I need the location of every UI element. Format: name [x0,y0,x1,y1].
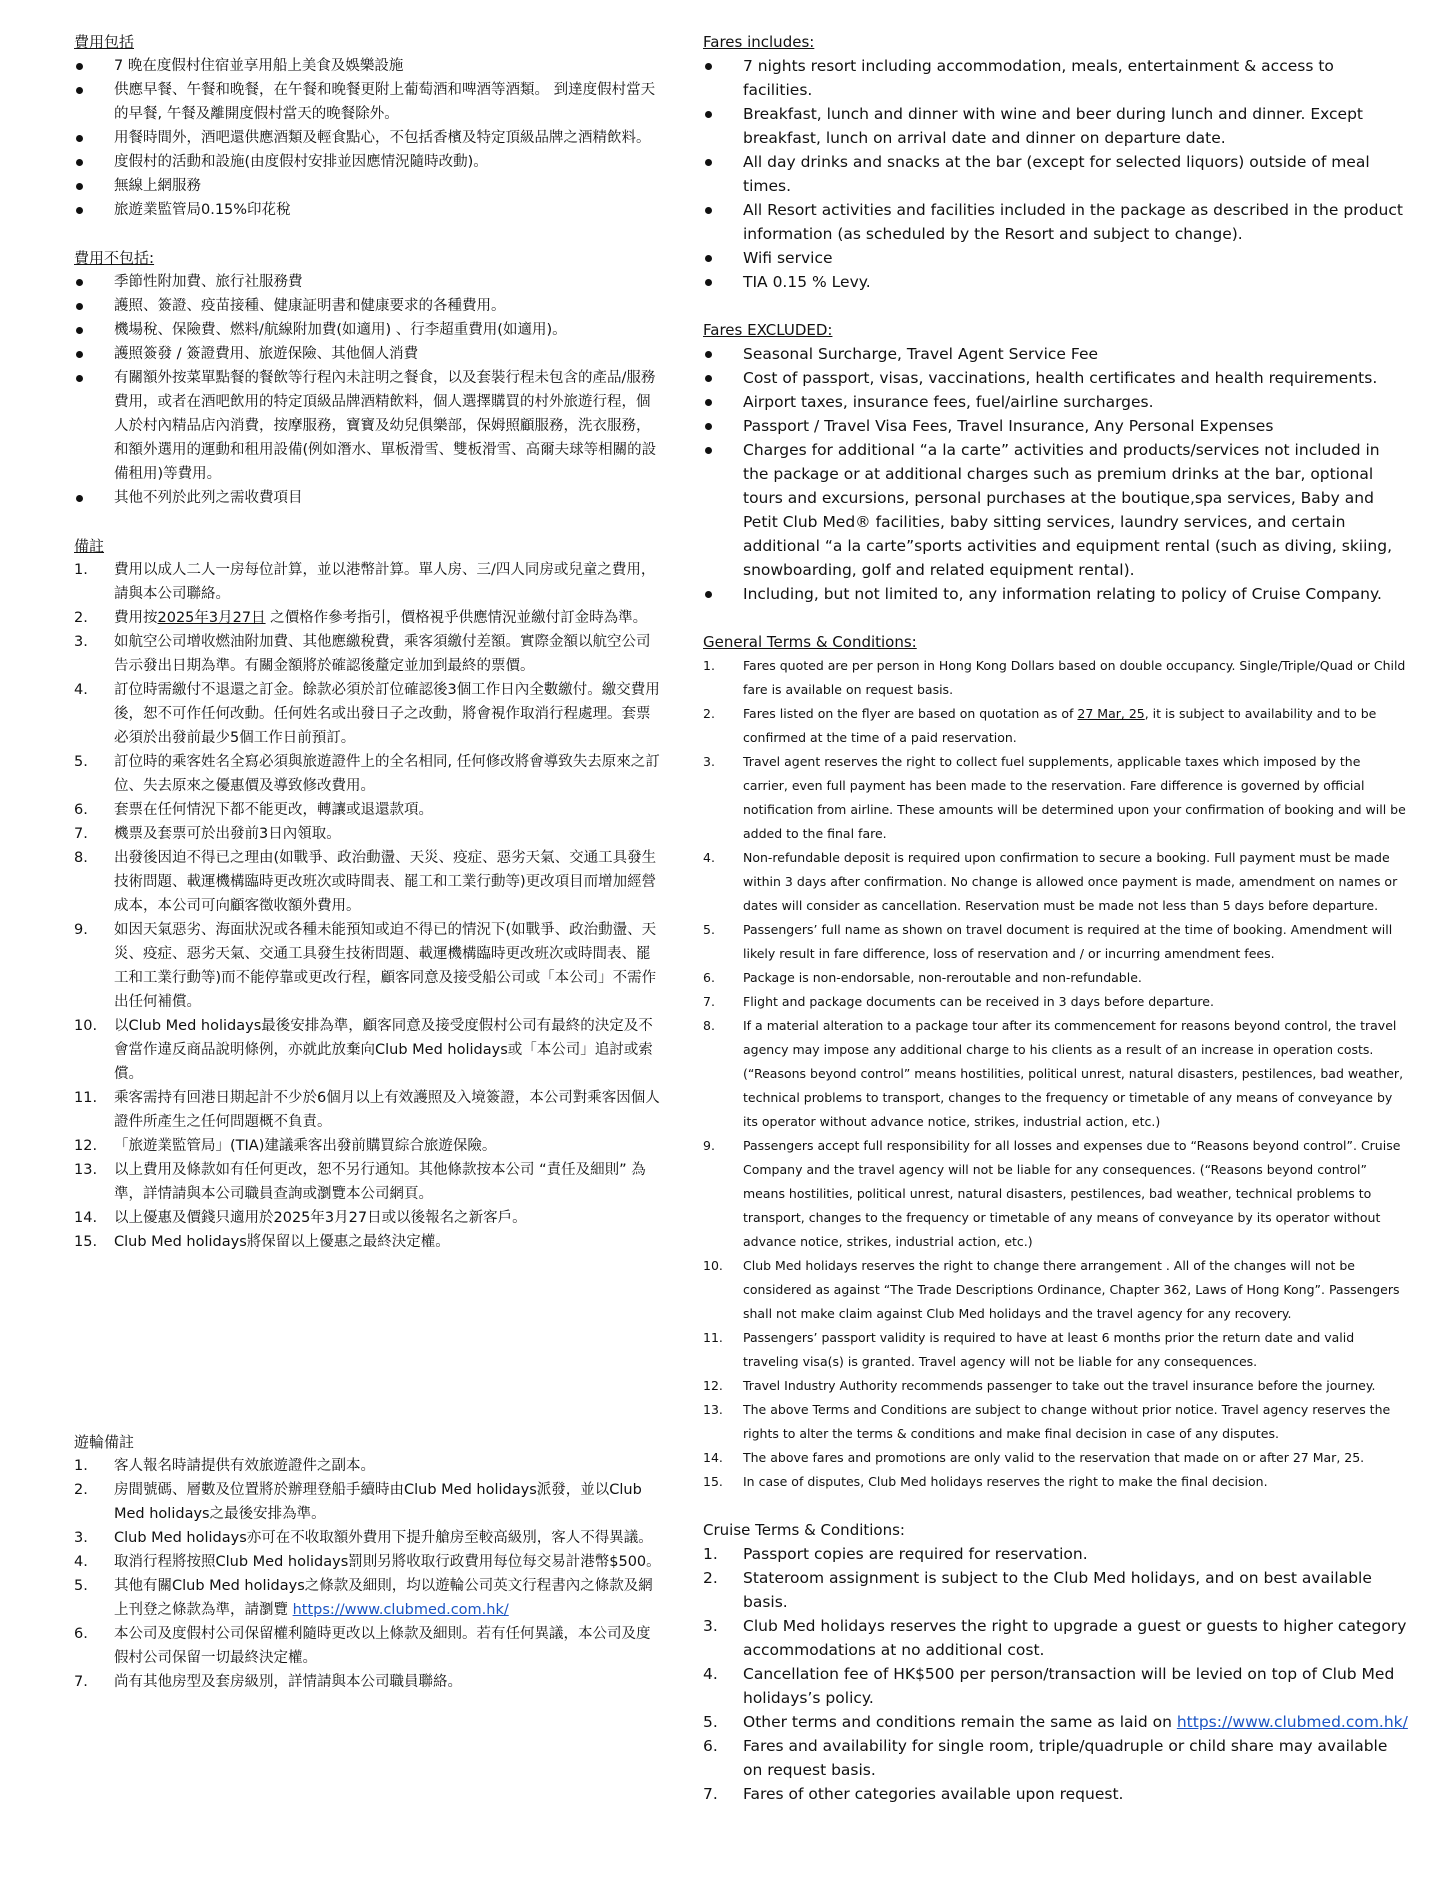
item-number: 1. [74,562,88,578]
item-number: 1. [703,658,715,673]
numbered-item [703,1710,1408,1734]
list-item [74,294,664,318]
bullet-icon [76,279,83,286]
item-text: 客人報名時請提供有效旅遊證件之副本。 [114,1458,375,1474]
item-text: 本公司及度假村公司保留權利隨時更改以上條款及細則。若有任何異議，本公司及度假村公司保留一切最終決定權。 [114,1626,651,1666]
item-number: 13. [74,1162,98,1178]
item-number: 15. [703,1474,723,1489]
numbered-item [74,1622,664,1670]
item-text: 出發後因迫不得已之理由(如戰爭、政治動盪、天災、疫症、惡劣天氣、交通工具發生技術問題、載運機構臨時更改班次或時間表、罷工和工業行動等)更改項目而增加經營成本，本公司可向顧客徵收額外費用。 [114,850,657,914]
item-number: 6. [74,802,88,818]
item-text: 房間號碼、層數及位置將於辦理登船手續時由Club Med holidays派發，並以Club Med holidays之最後安排為準。 [114,1482,642,1522]
numbered-item [74,1206,664,1230]
zh-cruise-list [74,1454,664,1694]
numbered-item [74,606,664,630]
numbered-item [703,750,1408,846]
numbered-item [74,1574,664,1622]
item-number: 4. [74,682,88,698]
list-item-text: 護照、簽證、疫苗接種、健康証明書和健康要求的各種費用。 [114,298,506,314]
item-text: Fares of other categories available upon request. [743,1785,1124,1803]
bullet-icon [76,207,83,214]
zh-notes-list [74,558,664,1254]
item-text: 取消行程將按照Club Med holidays罰則另將收取行政費用每位每交易計港幣$500。 [114,1554,661,1570]
item-text: In case of disputes, Club Med holidays reserves the right to make the final decision. [743,1474,1268,1489]
zh-notes-title: 備註 [74,537,105,555]
item-number: 14. [74,1210,98,1226]
en-terms-title: General Terms & Conditions: [703,633,917,651]
numbered-item [703,1470,1408,1494]
numbered-item [74,678,664,750]
item-number: 1. [74,1458,88,1474]
zh-cruise-section [74,1430,664,1694]
numbered-item [703,1326,1408,1374]
list-item [703,390,1408,414]
numbered-item [74,1014,664,1086]
item-text: 之價格作參考指引，價格視乎供應情況並繳付訂金時為準。 [265,610,648,626]
list-item-text: 有關額外按菜單點餐的餐飲等行程內未註明之餐食，以及套裝行程未包含的產品/服務費用，或者在酒吧飲用的特定頂級品牌酒精飲料，個人選擇購買的村外旅遊行程，個人於村內精品店內消費，按摩服務，寶寶及幼兒俱樂部，保姆照顧服務，洗衣服務，和額外選用的運動和租用設備(例如潛水、單板滑雪、雙板滑雪、高爾夫球等相關的設備租用)等費用。 [114,370,657,482]
list-item-text: 度假村的活動和設施(由度假村安排並因應情況隨時改動)。 [114,154,488,170]
list-item [74,270,664,294]
item-text: Other terms and conditions remain the same as laid on [743,1713,1177,1731]
item-number: 2. [703,1569,718,1587]
item-number: 7. [703,994,715,1009]
list-item-text: 護照簽發 / 簽證費用、旅遊保險、其他個人消費 [114,346,419,362]
item-text: 套票在任何情況下都不能更改，轉讓或退還款項。 [114,802,433,818]
item-text: Passengers’ passport validity is required to have at least 6 months prior the return date and valid traveling visa(s) is granted. Travel agency will not be liable for any consequences. [743,1330,1355,1369]
chinese-column [74,30,664,1694]
list-item [703,438,1408,582]
item-number: 12. [74,1138,98,1154]
list-item-text: All Resort activities and facilities included in the package as described in the product information (as scheduled by the Resort and subject to change). [743,201,1403,243]
list-item [74,318,664,342]
numbered-item [703,1398,1408,1446]
item-number: 15. [74,1234,98,1250]
en-cruise-section [703,1518,1408,1806]
list-item-text: 旅遊業監管局0.15%印花稅 [114,202,291,218]
item-text: The above fares and promotions are only valid to the reservation that made on or after 27 Mar, 25. [743,1450,1365,1465]
list-item [703,366,1408,390]
list-item-text: 無線上網服務 [114,178,201,194]
item-text: 「旅遊業監管局」(TIA)建議乘客出發前購買綜合旅遊保險。 [114,1138,497,1154]
bullet-icon [705,63,712,70]
en-terms-list [703,654,1408,1494]
list-item-text: Cost of passport, visas, vaccinations, health certificates and health requirements. [743,369,1378,387]
item-text: Fares quoted are per person in Hong Kong Dollars based on double occupancy. Single/Triple/Quad or Child fare is available on request basis. [743,658,1406,697]
numbered-item [74,750,664,798]
list-item [74,486,664,510]
item-number: 10. [74,1018,98,1034]
list-item [74,174,664,198]
numbered-item [74,1230,664,1254]
item-text: 如因天氣惡劣、海面狀況或各種未能預知或迫不得已的情況下(如戰爭、政治動盪、天災、疫症、惡劣天氣、交通工具發生技術問題、載運機構臨時更改班次或時間表、罷工和工業行動等)而不能停靠或更改行程，顧客同意及接受船公司或「本公司」不需作出任何補償。 [114,922,657,1010]
item-number: 3. [74,634,88,650]
zh-cruise-title: 遊輪備註 [74,1433,135,1451]
bullet-icon [705,255,712,262]
numbered-item [74,1158,664,1206]
en-includes-list [703,54,1408,294]
numbered-item [703,1662,1408,1710]
list-item [74,54,664,78]
zh-includes-section [74,30,664,222]
item-text: Travel agent reserves the right to collect fuel supplements, applicable taxes which imposed by the carrier, even full payment has been made to the reservation. Fare difference is governed by official notification from airline. These amounts will be determined upon your confirmation of booking and will be added to the final fare. [743,754,1406,841]
item-number: 7. [74,1674,88,1690]
item-text: Club Med holidays reserves the right to change there arrangement . All of the changes will not be considered as against “The Trade Descriptions Ordinance, Chapter 362, Laws of Hong Kong”. Passengers shall not make claim against Club Med holidays and the travel agency for any recovery. [743,1258,1400,1321]
bullet-icon [76,303,83,310]
numbered-item [703,1014,1408,1134]
numbered-item [74,1086,664,1134]
bullet-icon [705,423,712,430]
bullet-icon [705,279,712,286]
bullet-icon [705,159,712,166]
bullet-icon [76,63,83,70]
list-item [74,342,664,366]
numbered-item [74,822,664,846]
item-text: 乘客需持有回港日期起計不少於6個月以上有效護照及入境簽證，本公司對乘客因個人證件所產生之任何問題概不負責。 [114,1090,660,1130]
list-item-text: Passport / Travel Visa Fees, Travel Insurance, Any Personal Expenses [743,417,1274,435]
en-excludes-list [703,342,1408,606]
bullet-icon [76,375,83,382]
item-text: Club Med holidays將保留以上優惠之最終決定權。 [114,1234,450,1250]
list-item [703,414,1408,438]
bullet-icon [705,351,712,358]
list-item [74,78,664,126]
english-column [703,30,1408,1806]
zh-excludes-section [74,246,664,510]
item-number: 3. [74,1530,88,1546]
item-number: 6. [74,1626,88,1642]
en-includes-section [703,30,1408,294]
clubmed-link[interactable]: https://www.clubmed.com.hk/ [1176,1713,1408,1731]
numbered-item [703,702,1408,750]
item-text: 機票及套票可於出發前3日內領取。 [114,826,341,842]
numbered-item [74,1454,664,1478]
item-text: Flight and package documents can be received in 3 days before departure. [743,994,1214,1009]
numbered-item [703,654,1408,702]
item-number: 5. [74,754,88,770]
list-item-text: 機場稅、保險費、燃料/航線附加費(如適用) 、行李超重費用(如適用)。 [114,322,567,338]
list-item-text: Wifi service [743,249,833,267]
item-text: Fares and availability for single room, triple/quadruple or child share may available on request basis. [743,1737,1388,1779]
list-item [703,270,1408,294]
item-number: 2. [74,1482,88,1498]
numbered-item [703,1446,1408,1470]
list-item [74,366,664,486]
bullet-icon [76,135,83,142]
item-number: 10. [703,1258,723,1273]
item-text: 如航空公司增收燃油附加費、其他應繳稅費，乘客須繳付差額。實際金額以航空公司告示發出日期為準。有關金額將於確認後釐定並加到最終的票價。 [114,634,651,674]
item-number: 8. [703,1018,715,1033]
item-text: 費用按 [114,610,158,626]
quote-date: 27 Mar, 25 [1077,706,1145,721]
item-text: Passengers accept full responsibility for all losses and expenses due to “Reasons beyond control”. Cruise Company and the travel agency will not be liable for any consequences. (“Reasons beyond control” means hostilities, political unrest, natural disasters, pestilences, bad weather, technical problems to transport, changes to the frequency or timetable of any means of conveyance by its operator without advance notice, strikes, industrial action, etc.) [743,1138,1401,1249]
en-terms-section [703,630,1408,1494]
item-number: 14. [703,1450,723,1465]
item-text: Cancellation fee of HK$500 per person/transaction will be levied on top of Club Med holidays’s policy. [743,1665,1395,1707]
quote-date: 2025年3月27日 [157,610,266,626]
numbered-item [703,1374,1408,1398]
list-item-text: 7 nights resort including accommodation, meals, entertainment & access to facilities. [743,57,1334,99]
item-text: Fares listed on the flyer are based on quotation as of [743,706,1078,721]
item-text: Passengers’ full name as shown on travel document is required at the time of booking. Amendment will likely result in fare difference, loss of reservation and / or incurring amendment fees. [743,922,1393,961]
item-text: 費用以成人二人一房每位計算，並以港幣計算。單人房、三/四人同房或兒童之費用，請與本公司聯絡。 [114,562,656,602]
list-item [703,582,1408,606]
item-number: 5. [703,1713,718,1731]
item-text: Non-refundable deposit is required upon confirmation to secure a booking. Full payment must be made within 3 days after confirmation. No change is allowed once payment is made, amendment on names or dates will consider as cancellation. Reservation must be made not less than 5 days before departure. [743,850,1398,913]
item-number: 3. [703,754,715,769]
bullet-icon [705,447,712,454]
numbered-item [74,1550,664,1574]
list-item [703,342,1408,366]
item-number: 12. [703,1378,723,1393]
numbered-item [703,1542,1408,1566]
item-text: If a material alteration to a package tour after its commencement for reasons beyond control, the travel agency may impose any additional charge to his clients as a result of an increase in operation costs. (“Reasons beyond control” means hostilities, political unrest, natural disasters, pestilences, bad weather, technical problems to transport, changes to the frequency or timetable of any means of conveyance by its operator without advance notice, strikes, industrial action, etc.) [743,1018,1404,1129]
item-text: Passport copies are required for reservation. [743,1545,1088,1563]
bullet-icon [705,591,712,598]
bullet-icon [76,87,83,94]
list-item-text: Airport taxes, insurance fees, fuel/airline surcharges. [743,393,1154,411]
item-text: 訂位時需繳付不退還之訂金。餘款必須於訂位確認後3個工作日內全數繳付。繳交費用後，恕不可作任何改動。任何姓名或出發日子之改動，將會視作取消行程處理。套票必須於出發前最少5個工作日前預訂。 [114,682,660,746]
bullet-icon [76,183,83,190]
numbered-item [74,1134,664,1158]
numbered-item [703,1734,1408,1782]
item-text: , it is subject to availability and to be confirmed at the time of a paid reservation. [743,706,1377,745]
item-text: Package is non-endorsable, non-reroutable and non-refundable. [743,970,1142,985]
bullet-icon [76,327,83,334]
item-number: 11. [74,1090,98,1106]
item-number: 7. [74,826,88,842]
numbered-item [703,966,1408,990]
item-number: 6. [703,970,715,985]
item-number: 11. [703,1330,723,1345]
item-number: 4. [703,1665,718,1683]
clubmed-link[interactable]: https://www.clubmed.com.hk/ [292,1602,509,1618]
item-number: 2. [703,706,715,721]
list-item-text: 供應早餐、午餐和晚餐，在午餐和晚餐更附上葡萄酒和啤酒等酒類。 到達度假村當天的早餐, 午餐及離開度假村當天的晚餐除外。 [114,82,656,122]
list-item-text: Charges for additional “a la carte” activities and products/services not included in the package or at additional charges such as premium drinks at the bar, optional tours and excursions, personal purchases at the boutique,spa services, Baby and Petit Club Med® facilities, baby sitting services, laundry services, and certain additional “a la carte”sports activities and equipment rental (such as diving, skiing, snowboarding, golf and related equipment rental). [743,441,1392,579]
item-number: 3. [703,1617,718,1635]
numbered-item [703,1134,1408,1254]
list-item [703,54,1408,102]
item-number: 5. [74,1578,88,1594]
item-text: 以上費用及條款如有任何更改，恕不另行通知。其他條款按本公司 “責任及細則” 為準，詳情請與本公司職員查詢或瀏覽本公司網頁。 [114,1162,646,1202]
item-number: 5. [703,922,715,937]
numbered-item [74,918,664,1014]
numbered-item [74,1526,664,1550]
list-item [703,246,1408,270]
item-number: 4. [703,850,715,865]
item-number: 9. [74,922,88,938]
list-item [74,198,664,222]
item-text: 以上優惠及價錢只適用於2025年3月27日或以後報名之新客戶。 [114,1210,527,1226]
item-text: 尚有其他房型及套房級別，詳情請與本公司職員聯絡。 [114,1674,462,1690]
list-item [703,102,1408,150]
list-item-text: Including, but not limited to, any information relating to policy of Cruise Company. [743,585,1382,603]
zh-excludes-title: 費用不包括: [74,249,155,267]
item-number: 7. [703,1785,718,1803]
list-item-text: Breakfast, lunch and dinner with wine and beer during lunch and dinner. Except breakfast, lunch on arrival date and dinner on departure date. [743,105,1364,147]
zh-notes-section [74,534,664,1254]
list-item-text: 用餐時間外，酒吧還供應酒類及輕食點心，不包括香檳及特定頂級品牌之酒精飲料。 [114,130,651,146]
zh-includes-title: 費用包括 [74,33,135,51]
list-item-text: 7 晚在度假村住宿並享用船上美食及娛樂設施 [114,58,404,74]
list-item [703,150,1408,198]
numbered-item [74,798,664,822]
en-excludes-section [703,318,1408,606]
bullet-icon [76,351,83,358]
numbered-item [703,990,1408,1014]
item-number: 4. [74,1554,88,1570]
item-text: Club Med holidays reserves the right to upgrade a guest or guests to higher category accommodations at no additional cost. [743,1617,1407,1659]
bullet-icon [705,111,712,118]
en-excludes-title: Fares EXCLUDED: [703,321,833,339]
list-item-text: 其他不列於此列之需收費項目 [114,490,303,506]
list-item-text: 季節性附加費、旅行社服務費 [114,274,303,290]
bullet-icon [705,207,712,214]
zh-excludes-list [74,270,664,510]
item-text: Club Med holidays亦可在不收取額外費用下提升艙房至較高級別，客人不得異議。 [114,1530,653,1546]
numbered-item [74,846,664,918]
numbered-item [703,918,1408,966]
bullet-icon [76,495,83,502]
numbered-item [703,1614,1408,1662]
numbered-item [74,1478,664,1526]
item-number: 6. [703,1737,718,1755]
list-item [74,150,664,174]
item-number: 8. [74,850,88,866]
bullet-icon [76,159,83,166]
bullet-icon [705,375,712,382]
list-item [703,198,1408,246]
list-item-text: All day drinks and snacks at the bar (except for selected liquors) outside of meal times. [743,153,1370,195]
list-item-text: Seasonal Surcharge, Travel Agent Service Fee [743,345,1099,363]
numbered-item [703,1566,1408,1614]
item-text: The above Terms and Conditions are subject to change without prior notice. Travel agency reserves the rights to alter the terms & conditions and make final decision in case of any disputes. [743,1402,1391,1441]
item-text: Travel Industry Authority recommends passenger to take out the travel insurance before the journey. [743,1378,1376,1393]
item-number: 13. [703,1402,723,1417]
numbered-item [74,558,664,606]
item-text: Stateroom assignment is subject to the Club Med holidays, and on best available basis. [743,1569,1372,1611]
item-text: 訂位時的乘客姓名全寫必須與旅遊證件上的全名相同, 任何修改將會導致失去原來之訂位、失去原來之優惠價及導致修改費用。 [114,754,660,794]
numbered-item [74,1670,664,1694]
numbered-item [703,1254,1408,1326]
list-item-text: TIA 0.15 % Levy. [743,273,871,291]
item-text: 以Club Med holidays最後安排為準，顧客同意及接受度假村公司有最終的決定及不會當作違反商品說明條例，亦就此放棄向Club Med holidays或「本公司」追討或索償。 [114,1018,653,1082]
item-text: 其他有關Club Med holidays之條款及細則，均以遊輪公司英文行程書內之條款及網上刊登之條款為準，請瀏覽 [114,1578,653,1618]
item-number: 9. [703,1138,715,1153]
numbered-item [703,1782,1408,1806]
en-includes-title: Fares includes: [703,33,815,51]
en-cruise-title: Cruise Terms & Conditions: [703,1521,905,1539]
zh-includes-list [74,54,664,222]
en-cruise-list [703,1542,1408,1806]
bullet-icon [705,399,712,406]
numbered-item [74,630,664,678]
item-number: 2. [74,610,88,626]
numbered-item [703,846,1408,918]
item-number: 1. [703,1545,718,1563]
list-item [74,126,664,150]
